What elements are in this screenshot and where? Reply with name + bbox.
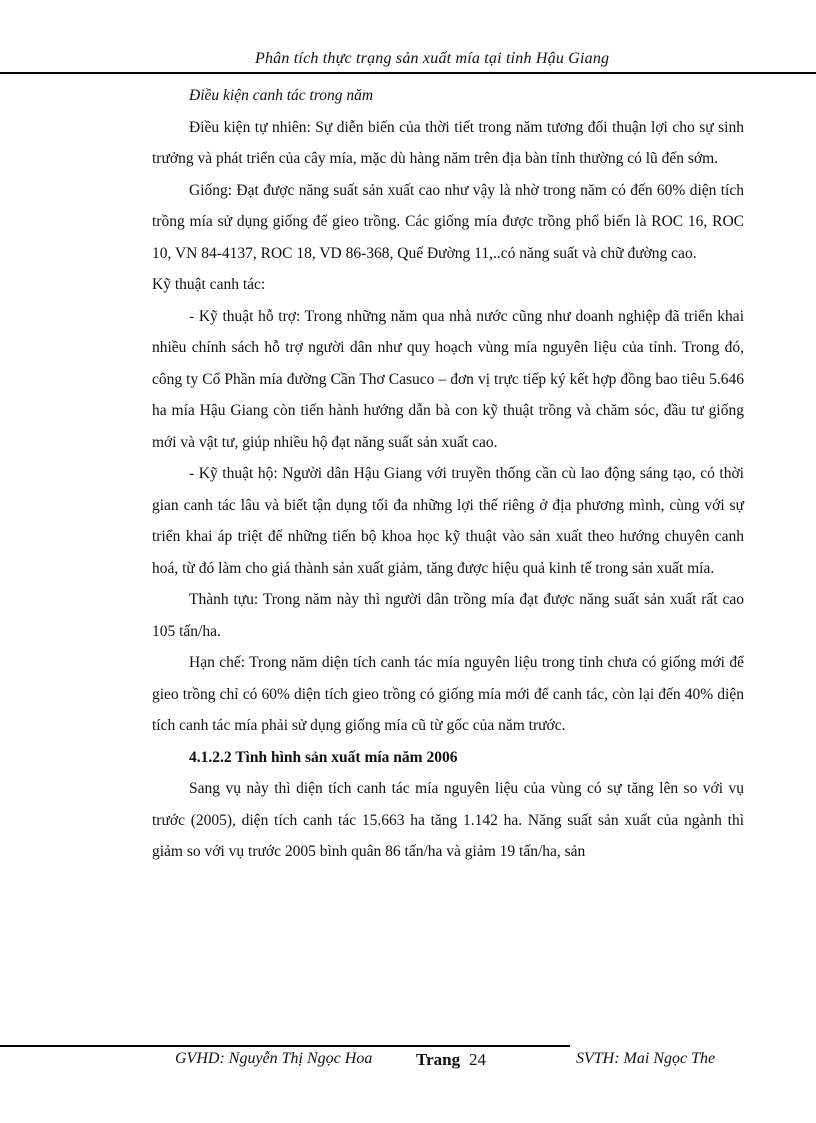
page-footer xyxy=(0,1050,816,1076)
section-heading: 4.1.2.2 Tình hình sản xuất mía năm 2006 xyxy=(189,748,458,766)
header-divider xyxy=(0,72,816,74)
footer-page-label: Trang xyxy=(416,1050,461,1069)
footer-page-number: 24 xyxy=(469,1050,486,1069)
paragraph-household-techniques: - Kỹ thuật hộ: Người dân Hậu Giang với truyền thống cần cù lao động sáng tạo, có thời gian canh tác lâu và biết tận dụng tối đa những lợi thế riêng ở địa phương mình, cùng với sự triển khai áp triệt để những tiến bộ khoa học kỹ thuật vào sản xuất theo hướng chuyên canh hoá, từ đó làm cho giá thành sản xuất giảm, tăng được hiệu quả kinh tế trong sản xuất mía. xyxy=(152,465,744,577)
footer-divider xyxy=(0,1045,570,1047)
paragraph-varieties: Giống: Đạt được năng suất sản xuất cao như vậy là nhờ trong năm có đến 60% diện tích trồng mía sử dụng giống để gieo trồng. Các giống mía được trồng phổ biến là ROC 16, ROC 10, VN 84-4137, ROC 18, VD 86-368, Quế Đường 11,..có năng suất và chữ đường cao. xyxy=(152,181,744,262)
document-body xyxy=(152,80,744,868)
page-header-title: Phân tích thực trạng sản xuất mía tại tỉnh Hậu Giang xyxy=(255,50,610,67)
paragraph-2006-production: Sang vụ này thì diện tích canh tác mía nguyên liệu của vùng có sự tăng lên so với vụ trước (2005), diện tích canh tác 15.663 ha tăng 1.142 ha. Năng suất sản xuất của ngành thì giảm so với vụ trước 2005 bình quân 86 tấn/ha và giảm 19 tấn/ha, sản xyxy=(152,780,744,860)
paragraph-support-techniques: - Kỹ thuật hỗ trợ: Trong những năm qua nhà nước cũng như doanh nghiệp đã triển khai nhiều chính sách hỗ trợ người dân như quy hoạch vùng mía nguyên liệu của tỉnh. Trong đó, công ty Cổ Phần mía đường Cần Thơ Casuco – đơn vị trực tiếp ký kết hợp đồng bao tiêu 5.646 ha mía Hậu Giang còn tiến hành hướng dẫn bà con kỹ thuật trồng và chăm sóc, đầu tư giống mới và vật tư, giúp nhiều hộ đạt năng suất sản xuất cao. xyxy=(152,307,744,451)
footer-student: SVTH: Mai Ngọc The xyxy=(576,1050,716,1067)
paragraph-natural-conditions: Điều kiện tự nhiên: Sự diễn biến của thời tiết trong năm tương đối thuận lợi cho sự sinh trưởng và phát triển của cây mía, mặc dù hàng năm trên địa bàn tỉnh thường có lũ đến sớm. xyxy=(152,118,744,167)
footer-supervisor: GVHD: Nguyễn Thị Ngọc Hoa xyxy=(175,1050,373,1067)
subheading: Điều kiện canh tác trong năm xyxy=(189,87,374,104)
paragraph-farming-techniques-label: Kỹ thuật canh tác: xyxy=(152,276,266,293)
paragraph-achievements: Thành tựu: Trong năm này thì người dân trồng mía đạt được năng suất sản xuất rất cao 105 tấn/ha. xyxy=(152,591,744,640)
paragraph-limitations: Hạn chế: Trong năm diện tích canh tác mía nguyên liệu trong tỉnh chưa có giống mới để gieo trồng chỉ có 60% diện tích gieo trồng có giống mía mới để canh tác, còn lại đến 40% diện tích canh tác mía phải sử dụng giống mía cũ từ gốc của năm trước. xyxy=(152,654,744,734)
